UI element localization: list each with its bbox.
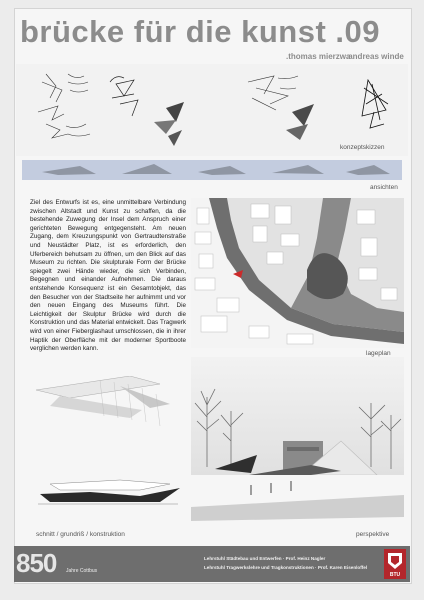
sketch-connection — [248, 76, 298, 110]
sketch-model-2 — [286, 104, 314, 140]
sketch-bridge-forms — [110, 77, 138, 116]
elevations-band — [22, 160, 402, 180]
footer — [14, 546, 410, 582]
concept-sketches — [16, 64, 408, 156]
label-perspective: perspektive — [356, 531, 390, 538]
section-construction — [30, 376, 185, 526]
sketch-model — [154, 102, 184, 146]
chair-urban-design: Lehrstuhl Städtebau und Entwerfen · Prof. Heinz Nagler — [204, 556, 326, 561]
label-section: schnitt / grundriß / konstruktion — [36, 531, 125, 538]
label-elevations: ansichten — [370, 184, 398, 191]
author-mierzwa: .thomas mierzwa — [286, 52, 351, 61]
svg-text:BTU: BTU — [389, 572, 401, 578]
perspective-rendering — [191, 357, 404, 529]
site-plan — [191, 198, 404, 348]
sketch-structure — [362, 80, 388, 128]
project-description: Ziel des Entwurfs ist es, eine unmittelbare Verbindung zwischen Altstadt und Kunst zu schaffen, da die bestehende Zuwegung der Insel dem Anspruch einer gerichteten Bewegung entgegensteht. Am neuen Zugang, dem Kreuzungspunkt von Gertraudtenstraße und Neustädter Platz, ist es erforderlich, den Uferbereich behutsam zu öffnen, um den Blick auf das Museum zu richten. Die skulpturale Form der Brücke spiegelt zwei Hände wieder, die sich Verbinden, Begegnen und einander Aufnehmen. Die daraus entstehende Konsequenz ist ein Gesamtobjekt, das den Besucher von der Stadtseite her aufnimmt und vor den neuen Eingang des Museums führt. Die Leichtigkeit der Skulptur Brücke wird durch die Konstruktion und das Material entwickelt. Das Tragwerk wird von einer Fieberglashaut umschlossen, die in ihrer Haptik der Oberfläche mit der moderner Sportboote verglichen werden kann. — [30, 199, 186, 353]
anniversary-caption: Jahre Cottbus — [66, 568, 98, 574]
section-plan-drawing — [36, 376, 170, 426]
section-drawing — [38, 480, 180, 504]
poster-title: brücke für die kunst .09 — [20, 14, 380, 49]
sketch-hands — [38, 74, 90, 138]
author-winde: .andreas winde — [346, 52, 404, 61]
university-logo — [384, 549, 406, 579]
chair-structural: Lehrstuhl Tragwerkslehre und Tragkonstruktionen · Prof. Karen Eisenloffel — [204, 565, 368, 570]
anniversary-number: 850 — [16, 548, 57, 578]
label-site-plan: lageplan — [366, 350, 391, 357]
label-concept-sketches: konzeptskizzen — [340, 144, 385, 151]
